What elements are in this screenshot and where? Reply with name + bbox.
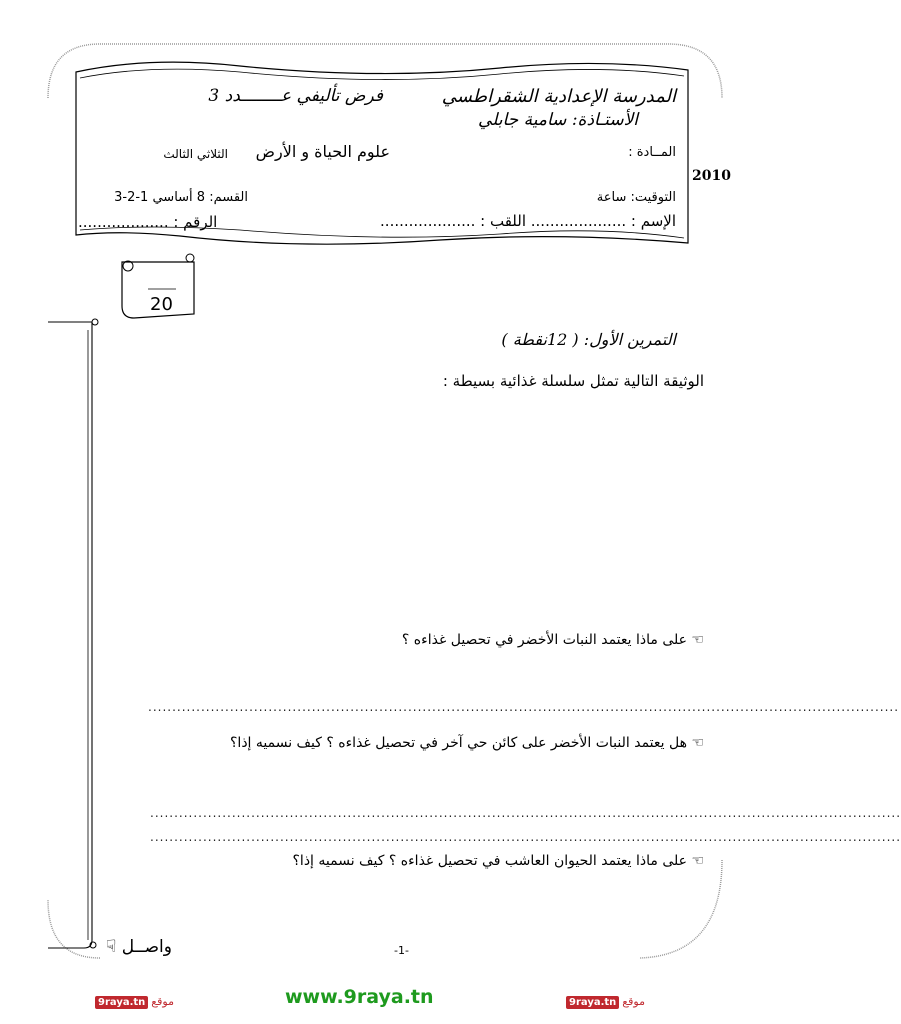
site-url[interactable]: www.9raya.tn bbox=[285, 986, 434, 1008]
school-year: 2010 bbox=[692, 168, 731, 184]
exercise-title: التمرين الأول: ( 12نقطة ) bbox=[501, 330, 676, 349]
site-logo-right bbox=[566, 995, 645, 1008]
logo-word: موقع bbox=[151, 995, 174, 1008]
logo-badge: 9raya.tn bbox=[95, 996, 148, 1009]
answer-line-3[interactable]: ............................................................................................................................................................ bbox=[150, 830, 901, 844]
question-1: ☜ على ماذا يعتمد النبات الأخضر في تحصيل غذاءه ؟ bbox=[401, 632, 704, 648]
exercise-intro: الوثيقة التالية تمثل سلسلة غذائية بسيطة : bbox=[442, 372, 704, 390]
score-total: 20 bbox=[150, 294, 173, 315]
trimester: الثلاثي الثالث bbox=[163, 147, 228, 161]
site-logo-left bbox=[95, 995, 174, 1008]
duration: التوقيت: ساعة bbox=[596, 190, 676, 205]
teacher-name: الأستـاذة: سامية جابلي bbox=[478, 110, 638, 130]
answer-line-2[interactable]: ............................................................................................................................................................ bbox=[150, 806, 901, 820]
exam-title: فرض تأليفي عــــــــدد 3 bbox=[208, 86, 383, 106]
answer-line-1[interactable]: ............................................................................................................................................................ bbox=[148, 700, 900, 714]
student-number-field[interactable]: الرقم : ................... bbox=[78, 213, 218, 231]
question-2: ☜ هل يعتمد النبات الأخضر على كائن حي آخر في تحصيل غذاءه ؟ كيف نسميه إذا؟ bbox=[230, 735, 704, 751]
question-3: ☜ على ماذا يعتمد الحيوان العاشب في تحصيل غذاءه ؟ كيف نسميه إذا؟ bbox=[292, 853, 704, 869]
class-level: القسم: 8 أساسي 1-2-3 bbox=[114, 190, 248, 205]
subject-label: المــادة : bbox=[628, 145, 676, 160]
margin-scroll bbox=[48, 322, 92, 948]
continue-note: واصــل ☟ bbox=[106, 937, 172, 957]
subject-name: علوم الحياة و الأرض bbox=[255, 142, 390, 161]
page-number: -1- bbox=[394, 944, 409, 957]
school-name: المدرسة الإعدادية الشقراطسي bbox=[441, 86, 676, 107]
logo-word: موقع bbox=[622, 995, 645, 1008]
logo-badge: 9raya.tn bbox=[566, 996, 619, 1009]
name-surname-fields[interactable]: الإسم : .................... اللقب : .................... bbox=[380, 212, 676, 230]
page-border bbox=[48, 44, 901, 958]
